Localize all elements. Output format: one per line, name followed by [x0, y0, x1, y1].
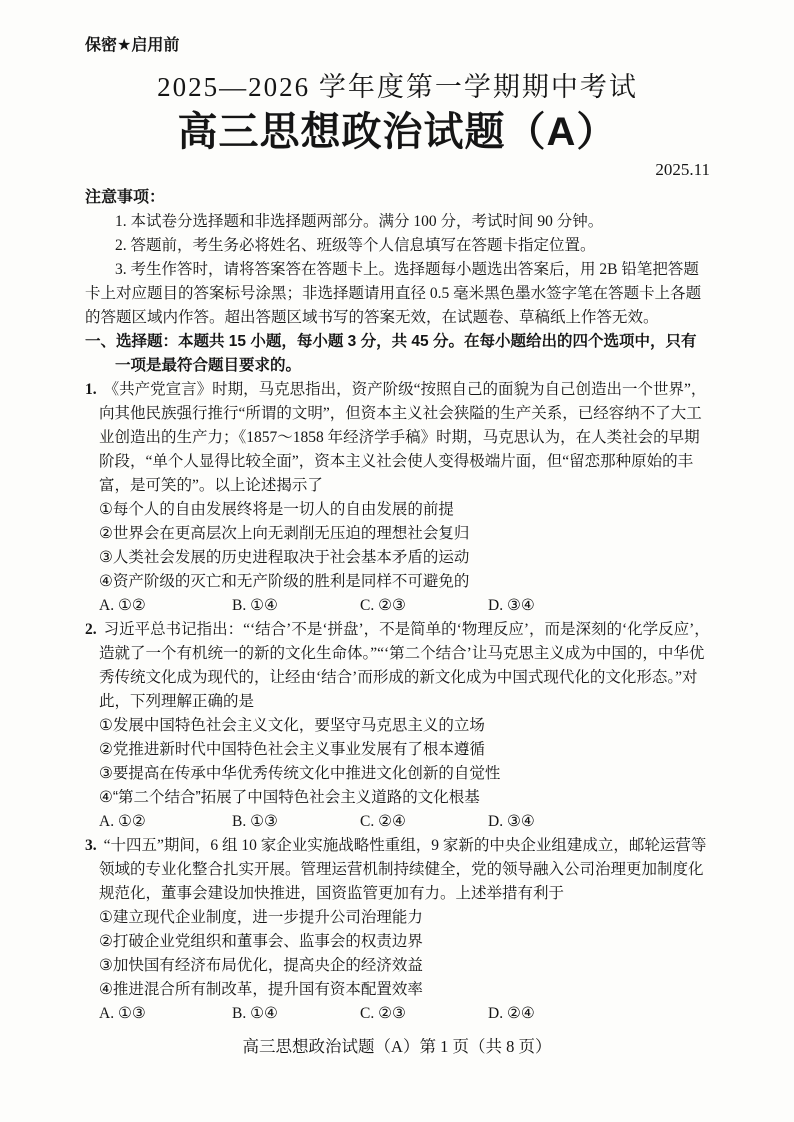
choice-a: A. ①②: [99, 813, 146, 830]
option-statement-3: ③加快国有经济布局优化，提高央企的经济效益: [99, 957, 423, 974]
answer-choices-row: [85, 594, 710, 618]
option-statement-2: ②世界会在更高层次上向无剥削无压迫的理想社会复归: [99, 525, 470, 542]
option-statement-3: ③要提高在传承中华优秀传统文化中推进文化创新的自觉性: [99, 765, 501, 782]
notes-heading: 注意事项：: [85, 189, 166, 206]
choice-d: D. ③④: [488, 597, 535, 614]
exam-session-title: 2025—2026 学年度第一学期期中考试: [157, 72, 638, 102]
choice-b: B. ①④: [232, 1005, 278, 1022]
choice-c: C. ②④: [360, 813, 406, 830]
option-statement-4: ④资产阶级的灭亡和无产阶级的胜利是同样不可避免的: [99, 573, 470, 590]
question-number: 2.: [85, 621, 97, 638]
choice-a: A. ①③: [99, 1005, 146, 1022]
note-item-1: 1. 本试卷分选择题和非选择题两部分。满分 100 分，考试时间 90 分钟。: [115, 213, 604, 230]
page-footer: 高三思想政治试题（A）第 1 页（共 8 页）: [242, 1037, 552, 1056]
option-statement-1: ①发展中国特色社会主义文化，要坚守马克思主义的立场: [99, 717, 485, 734]
option-statement-4: ④推进混合所有制改革，提升国有资本配置效率: [99, 981, 423, 998]
option-statement-2: ②打破企业党组织和董事会、监事会的权责边界: [99, 933, 423, 950]
question-stem-text: 《共产党宣言》时期，马克思指出，资产阶级“按照自己的面貌为自己创造出一个世界”，向其他民族强行推行“所谓的文明”，但资本主义社会狭隘的生产关系，已经容纳不了大工业创造出的生产力；《1857～1858 年经济学手稿》时期，马克思认为，在人类社会的早期阶段，“单个人显得比较全面”，资本主义社会使人变得极端片面，但“留恋那种原始的丰富，是可笑的”。以上论述揭示了: [99, 381, 707, 494]
question-stem: [85, 834, 710, 906]
question-number: 3.: [85, 837, 97, 854]
answer-choices-row: [85, 810, 710, 834]
question-block-1: [85, 378, 710, 618]
choice-b: B. ①③: [232, 813, 278, 830]
question-stem-text: 习近平总书记指出：“‘结合’不是‘拼盘’，不是简单的‘物理反应’，而是深刻的‘化学反应’，造就了一个有机统一的新的文化生命体。”“‘第二个结合’让马克思主义成为中国的，中华优秀传统文化成为现代的，让经由‘结合’而形成的新文化成为中国式现代化的文化形态。”对此，下列理解正确的是: [99, 621, 710, 710]
security-notice: 保密★启用前: [85, 37, 180, 54]
choice-a: A. ①②: [99, 597, 146, 614]
choice-c: C. ②③: [360, 1005, 406, 1022]
note-item-2: 2. 答题前，考生务必将姓名、班级等个人信息填写在答题卡指定位置。: [115, 237, 596, 254]
question-number: 1.: [85, 381, 97, 398]
page-title: 高三思想政治试题（A）: [177, 110, 618, 154]
option-statement-4: ④“第二个结合”拓展了中国特色社会主义道路的文化根基: [99, 789, 480, 806]
option-statement-3: ③人类社会发展的历史进程取决于社会基本矛盾的运动: [99, 549, 470, 566]
choice-c: C. ②③: [360, 597, 406, 614]
choice-d: D. ②④: [488, 1005, 535, 1022]
note-item-3: 3. 考生作答时，请将答案答在答题卡上。选择题每小题选出答案后，用 2B 铅笔把答题卡上对应题目的答案标号涂黑；非选择题请用直径 0.5 毫米黑色墨水签字笔在答题卡上各题的答题区域内作答。超出答题区域书写的答案无效，在试题卷、草稿纸上作答无效。: [85, 261, 702, 326]
choice-b: B. ①④: [232, 597, 278, 614]
section-heading-multiple-choice: 一、选择题：本题共 15 小题，每小题 3 分，共 45 分。在每小题给出的四个选项中，只有一项是最符合题目要求的。: [85, 333, 697, 374]
exam-date: 2025.11: [655, 160, 710, 179]
question-stem: [85, 618, 710, 714]
option-statement-2: ②党推进新时代中国特色社会主义事业发展有了根本遵循: [99, 741, 485, 758]
option-statement-1: ①建立现代企业制度，进一步提升公司治理能力: [99, 909, 423, 926]
choice-d: D. ③④: [488, 813, 535, 830]
question-block-2: [85, 618, 710, 834]
option-statement-1: ①每个人的自由发展终将是一切人的自由发展的前提: [99, 501, 454, 518]
question-block-3: [85, 834, 710, 1026]
notes-section: [85, 186, 710, 330]
answer-choices-row: [85, 1002, 710, 1026]
question-stem: [85, 378, 710, 498]
question-stem-text: “十四五”期间，6 组 10 家企业实施战略性重组，9 家新的中央企业组建成立，邮轮运营等领域的专业化整合扎实开展。管理运营机制持续健全，党的领导融入公司治理更加制度化规范化，董事会建设加快推进，国资监管更加有力。上述举措有利于: [99, 837, 707, 902]
